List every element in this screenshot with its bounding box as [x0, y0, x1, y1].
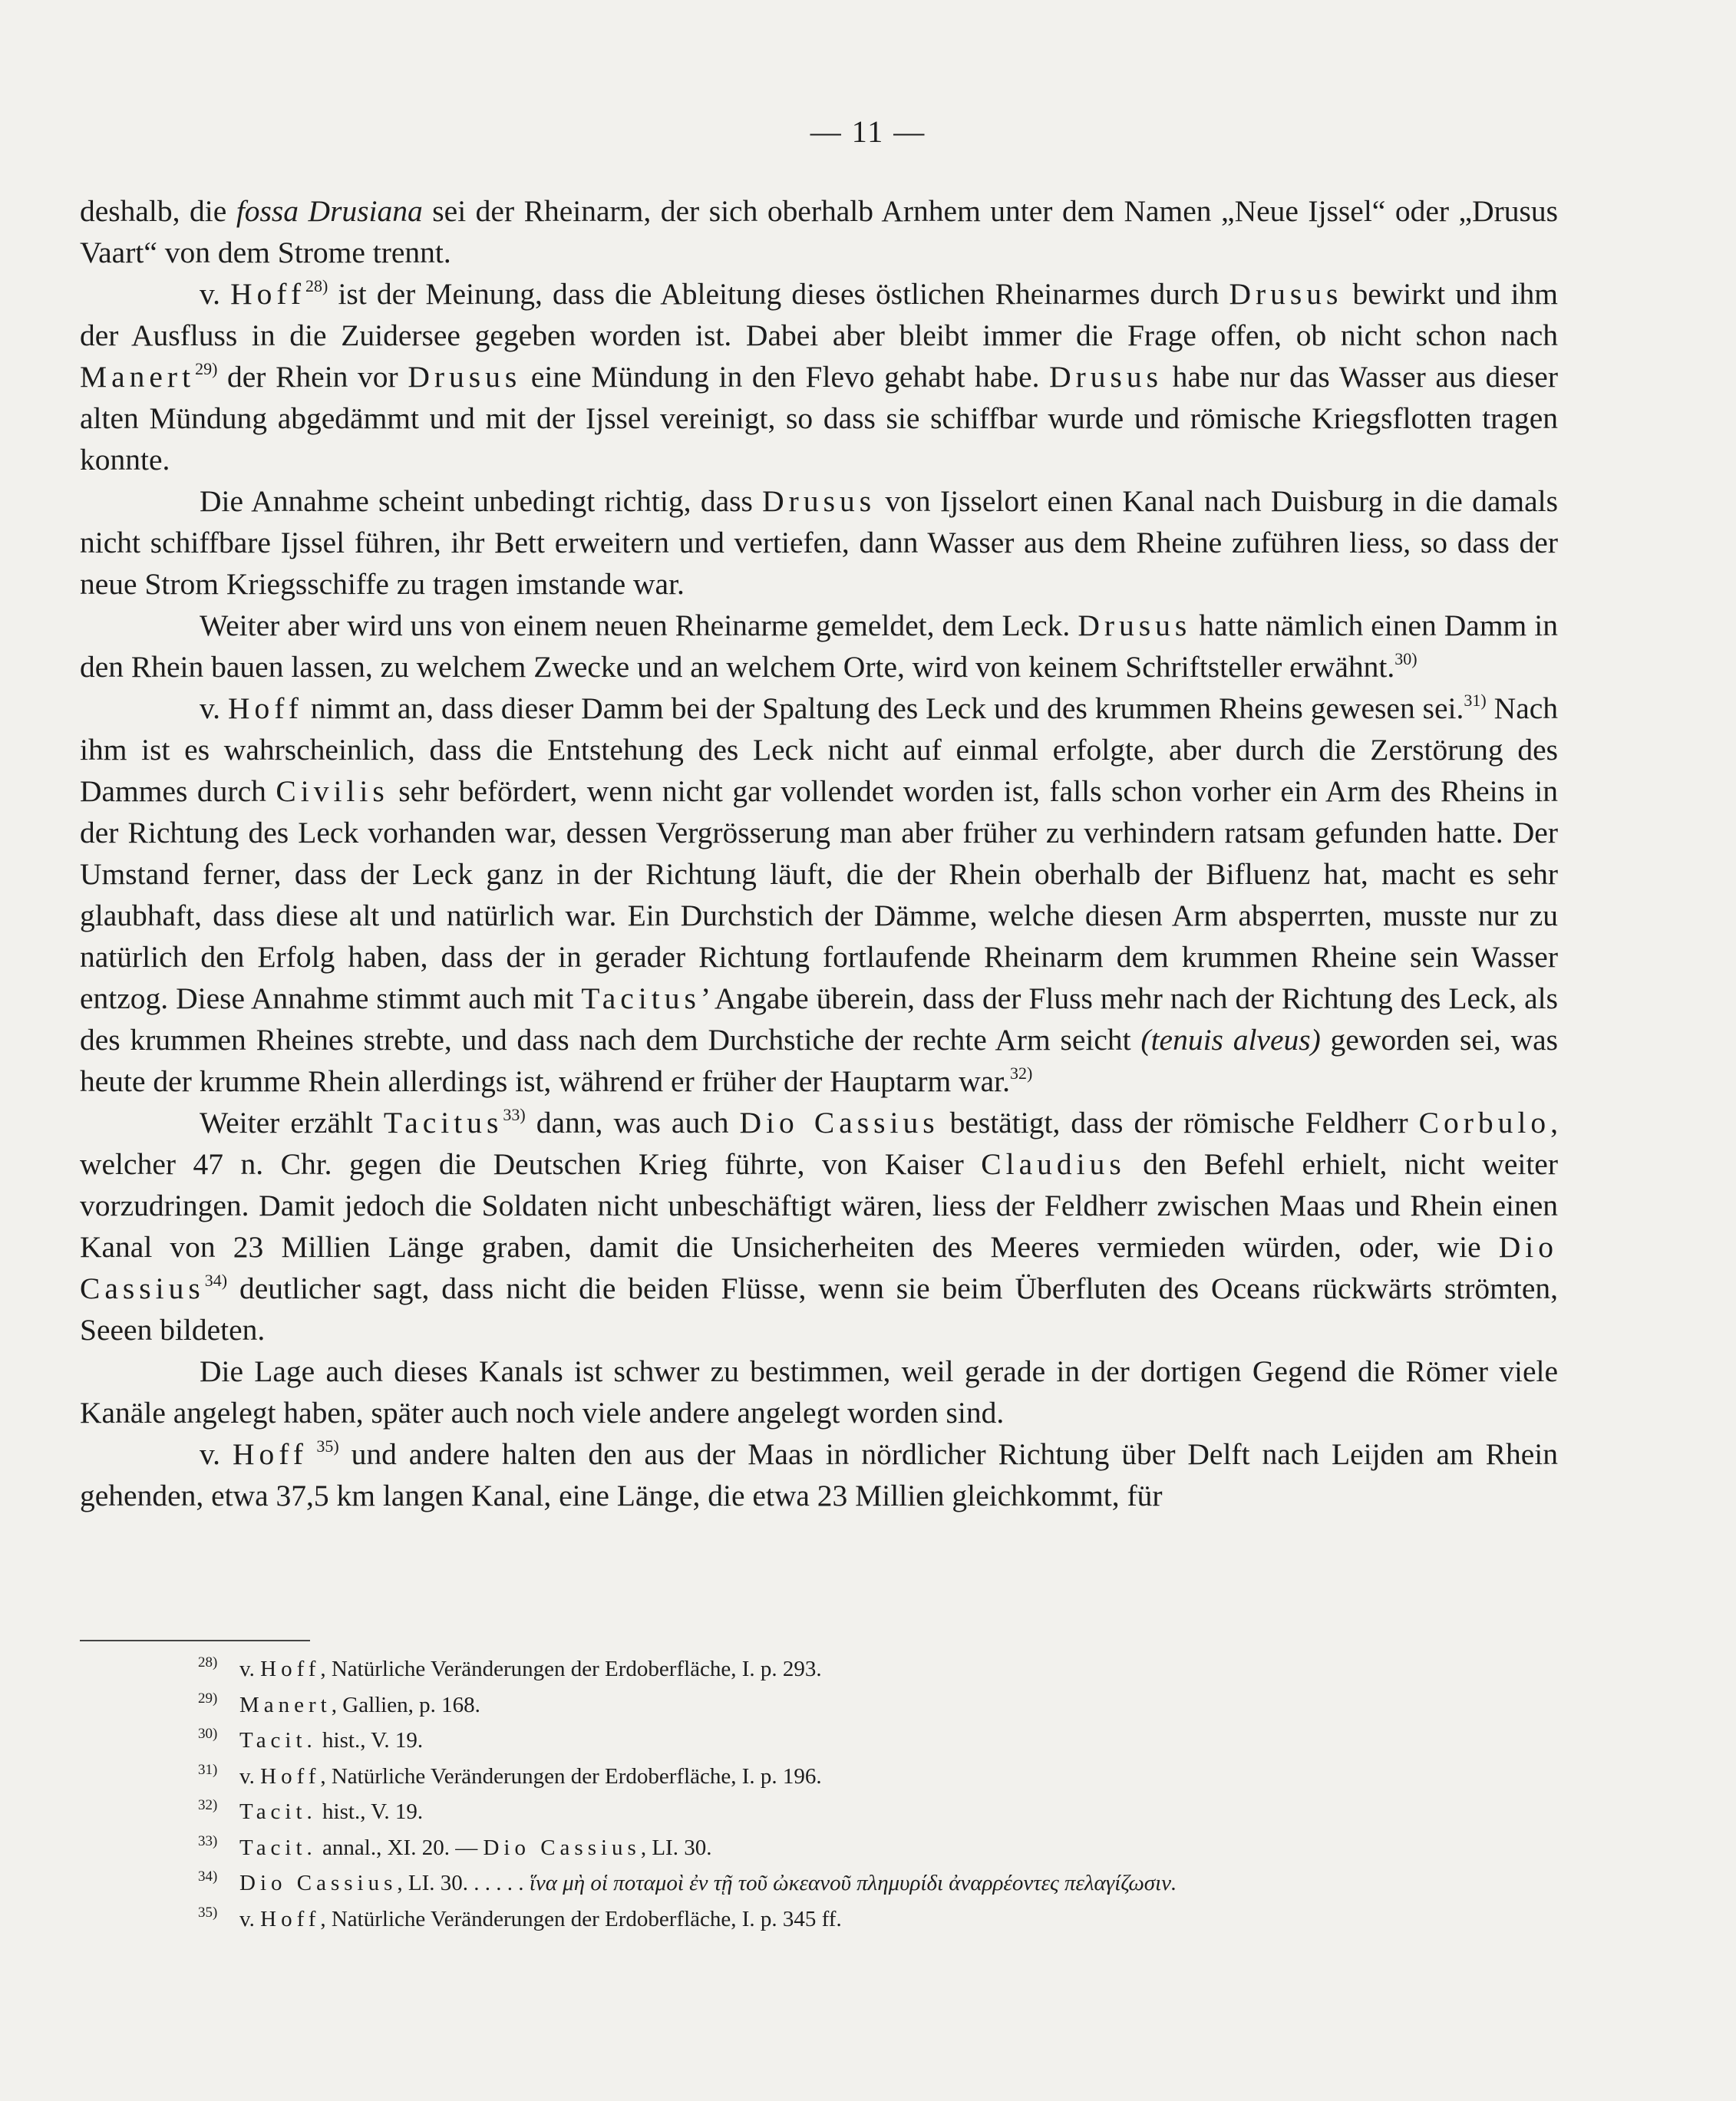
spaced-name: Hoff: [230, 277, 306, 311]
text-run: Die Lage auch dieses Kanals ist schwer zu bestimmen, weil gerade in der dortigen Gegend die Römer viele Kanäle angelegt haben, später auch noch viele andere angelegt worden sind.: [80, 1354, 1558, 1430]
text-run: den Befehl erhielt, nicht weiter vorzudringen. Damit jedoch die Soldaten nicht unbeschäftigt wären, liess der Feldherr zwischen Maas und Rhein einen Kanal von 23 Millien Länge graben, damit die Unsicherheiten des Meeres vermieden würden, oder, wie: [80, 1147, 1558, 1264]
footnote-number: [198, 1687, 239, 1723]
spaced-name: Hoff: [232, 1437, 308, 1471]
footnote-number: [198, 1794, 239, 1830]
footnote-number: [198, 1865, 239, 1901]
footnote-number-text: 33): [198, 1832, 218, 1849]
text-run: ist der Meinung, dass die Ableitung dieses östlichen Rheinarmes durch: [328, 277, 1229, 311]
footnote: [198, 1901, 1549, 1938]
spaced-name: Corbulo: [1418, 1106, 1551, 1140]
text-run: Nach ihm ist es wahrscheinlich, dass die Entstehung des Leck nicht auf einmal erfolgte, aber durch die Zerstörung des Dammes durch: [80, 691, 1559, 808]
text-run: , Natürliche Veränderungen der Erdoberfläche, I. p. 293.: [320, 1657, 822, 1681]
footnote-ref: 29): [195, 359, 218, 378]
paragraph: [80, 190, 1558, 273]
footnote-number-text: 34): [198, 1868, 218, 1885]
footnote-number: [198, 1830, 239, 1866]
footnote-ref: 33): [503, 1105, 526, 1124]
footnote-ref: 35): [307, 1436, 339, 1456]
text-run: hatte nämlich einen Damm in den Rhein bauen lassen, zu welchem Zwecke und an welchem Orte, wird von keinem Schriftsteller erwähnt.: [80, 609, 1558, 684]
spaced-name: Dio Cassius: [483, 1835, 641, 1860]
footnote-number-text: 29): [198, 1690, 218, 1707]
paragraph: [80, 273, 1558, 480]
spaced-name: Tacit.: [239, 1835, 317, 1860]
footnote: [198, 1865, 1549, 1901]
footnote-divider: [80, 1640, 310, 1641]
text-run: von Ijsselort einen Kanal nach Duisburg in die damals nicht schiffbare Ijssel führen, ihr Bett erweitern und vertiefen, dann Wasser aus dem Rheine zuführen liess, so dass der neue Strom Kriegsschiffe zu tragen imstande war.: [80, 484, 1558, 601]
text-run: v.: [239, 1906, 261, 1931]
text-run: dann, was auch: [525, 1106, 740, 1140]
footnote-number-text: 31): [198, 1761, 218, 1778]
spaced-name: Tacit.: [239, 1799, 317, 1824]
text-run: eine Mündung in den Flevo gehabt habe.: [521, 360, 1050, 394]
paragraph: [80, 1351, 1558, 1433]
paragraph: [80, 605, 1558, 688]
text-run: , LI. 30.: [640, 1835, 712, 1860]
spaced-name: Hoff: [260, 1657, 321, 1681]
footnote-number-text: 32): [198, 1797, 218, 1813]
footnote-number: [198, 1901, 239, 1938]
greek-quote: ἵνα μὴ οἱ ποταμοὶ ἐν τῇ τοῦ ὠκεανοῦ πλημυρίδι ἀναρρέοντες πελαγίζωσιν.: [529, 1871, 1177, 1895]
text-run: der Rhein vor: [217, 360, 408, 394]
footnote: [198, 1830, 1549, 1866]
footnote-number: [198, 1723, 239, 1759]
text-run: v.: [239, 1657, 261, 1681]
text-run: , Natürliche Veränderungen der Erdoberfläche, I. p. 345 ff.: [320, 1906, 842, 1931]
spaced-name: Tacitus: [383, 1106, 503, 1140]
spaced-name: Manert: [239, 1692, 332, 1717]
text-run: sehr befördert, wenn nicht gar vollendet worden ist, falls schon vorher ein Arm des Rheins in der Richtung des Leck vorhanden war, dessen Vergrösserung man aber früher zu verhindern ratsam gefunden hatte. Der Umstand ferner, dass der Leck ganz in der Richtung läuft, die der Rhein oberhalb der Bifluenz hat, macht es sehr glaubhaft, dass diese alt und natürlich war. Ein Durchstich der Dämme, welche diesen Arm absperrten, musste nur zu natürlich den Erfolg haben, dass der in gerader Richtung fortlaufende Rheinarm dem krummen Rheine sein Wasser entzog. Diese Annahme stimmt auch mit: [80, 774, 1558, 1015]
text-run: , Gallien, p. 168.: [331, 1692, 480, 1717]
italic-text: (tenuis alveus): [1140, 1023, 1321, 1057]
page-number: — 11 —: [810, 114, 926, 149]
spaced-name: Dio Cassius: [80, 1230, 1558, 1305]
text-run: hist., V. 19.: [316, 1799, 424, 1824]
footnote-ref: 31): [1464, 691, 1487, 710]
text-run: v.: [200, 1437, 233, 1471]
footnote: [198, 1723, 1549, 1759]
text-run: Die Annahme scheint unbedingt richtig, dass: [200, 484, 763, 518]
footnotes: [198, 1651, 1549, 1937]
text-run: deshalb, die: [80, 194, 236, 228]
spaced-name: Manert: [80, 360, 196, 394]
text-run: , welcher 47 n. Chr. gegen die Deutschen Krieg führte, von Kaiser: [80, 1106, 1559, 1181]
footnote-number-text: 30): [198, 1726, 218, 1742]
footnote-number-text: 28): [198, 1654, 218, 1671]
spaced-name: Tacitus: [581, 981, 701, 1015]
spaced-name: Hoff: [260, 1763, 321, 1789]
text-run: habe nur das Wasser aus dieser alten Mündung abgedämmt und mit der Ijssel vereinigt, so dass sie schiffbar wurde und römische Kriegsflotten tragen konnte.: [80, 360, 1558, 477]
paragraph: [80, 1433, 1558, 1516]
footnote-ref: 34): [204, 1271, 228, 1290]
footnote: [198, 1651, 1549, 1687]
spaced-name: Dio Cassius: [239, 1871, 398, 1895]
spaced-name: Drusus: [1078, 609, 1192, 642]
spaced-name: Dio Cassius: [739, 1106, 939, 1140]
paragraph: [80, 688, 1558, 1102]
footnote-number: [198, 1759, 239, 1795]
footnote-ref: 32): [1010, 1064, 1033, 1083]
text-run: , LI. 30. . . . . .: [397, 1871, 530, 1895]
text-run: sei der Rheinarm, der sich oberhalb Arnhem unter dem Namen „Neue Ijssel“ oder „Drusus Vaart“ von dem Strome trennt.: [80, 194, 1558, 269]
body-text: [80, 190, 1558, 1516]
text-run: v.: [239, 1763, 261, 1789]
spaced-name: Tacit.: [239, 1728, 317, 1753]
footnote-number: [198, 1651, 239, 1687]
paragraph: [80, 480, 1558, 605]
text-run: v.: [200, 691, 228, 725]
text-run: bestätigt, dass der römische Feldherr: [939, 1106, 1419, 1140]
text-run: ’ Angabe überein, dass der Fluss mehr nach der Richtung des Leck, als des krummen Rheines strebte, und dass nach dem Durchstiche der rechte Arm seicht: [80, 981, 1558, 1057]
spaced-name: Drusus: [408, 360, 522, 394]
text-run: , Natürliche Veränderungen der Erdoberfläche, I. p. 196.: [320, 1763, 822, 1789]
paragraph: [80, 1102, 1558, 1351]
spaced-name: Claudius: [981, 1147, 1126, 1181]
text-run: hist., V. 19.: [316, 1728, 424, 1753]
text-run: Weiter erzählt: [200, 1106, 384, 1140]
footnote-ref: 28): [305, 276, 328, 295]
text-run: Weiter aber wird uns von einem neuen Rheinarme gemeldet, dem Leck.: [200, 609, 1078, 642]
spaced-name: Hoff: [260, 1906, 321, 1931]
text-run: annal., XI. 20. —: [316, 1835, 484, 1860]
footnote-number-text: 35): [198, 1904, 218, 1921]
text-run: deutlicher sagt, dass nicht die beiden Flüsse, wenn sie beim Überfluten des Oceans rückwärts strömten, Seeen bildeten.: [80, 1271, 1558, 1347]
spaced-name: Civilis: [276, 774, 389, 808]
footnote-ref: 30): [1394, 649, 1418, 668]
text-run: bewirkt und ihm der Ausfluss in die Zuidersee gegeben worden ist. Dabei aber bleibt immer die Frage offen, ob nicht schon nach: [80, 277, 1559, 352]
text-run: und andere halten den aus der Maas in nördlicher Richtung über Delft nach Leijden am Rhein gehenden, etwa 37,5 km langen Kanal, eine Länge, die etwa 23 Millien gleichkommt, für: [80, 1437, 1559, 1512]
footnote: [198, 1759, 1549, 1795]
spaced-name: Drusus: [1049, 360, 1163, 394]
text-run: nimmt an, dass dieser Damm bei der Spaltung des Leck und des krummen Rheins gewesen sei.: [302, 691, 1464, 725]
footnote: [198, 1687, 1549, 1723]
spaced-name: Drusus: [1229, 277, 1343, 311]
italic-text: fossa Drusiana: [236, 194, 423, 228]
spaced-name: Hoff: [228, 691, 303, 725]
text-run: v.: [200, 277, 231, 311]
spaced-name: Drusus: [762, 484, 876, 518]
text-run: geworden sei, was heute der krumme Rhein allerdings ist, während er früher der Hauptarm war.: [80, 1023, 1558, 1098]
footnote: [198, 1794, 1549, 1830]
